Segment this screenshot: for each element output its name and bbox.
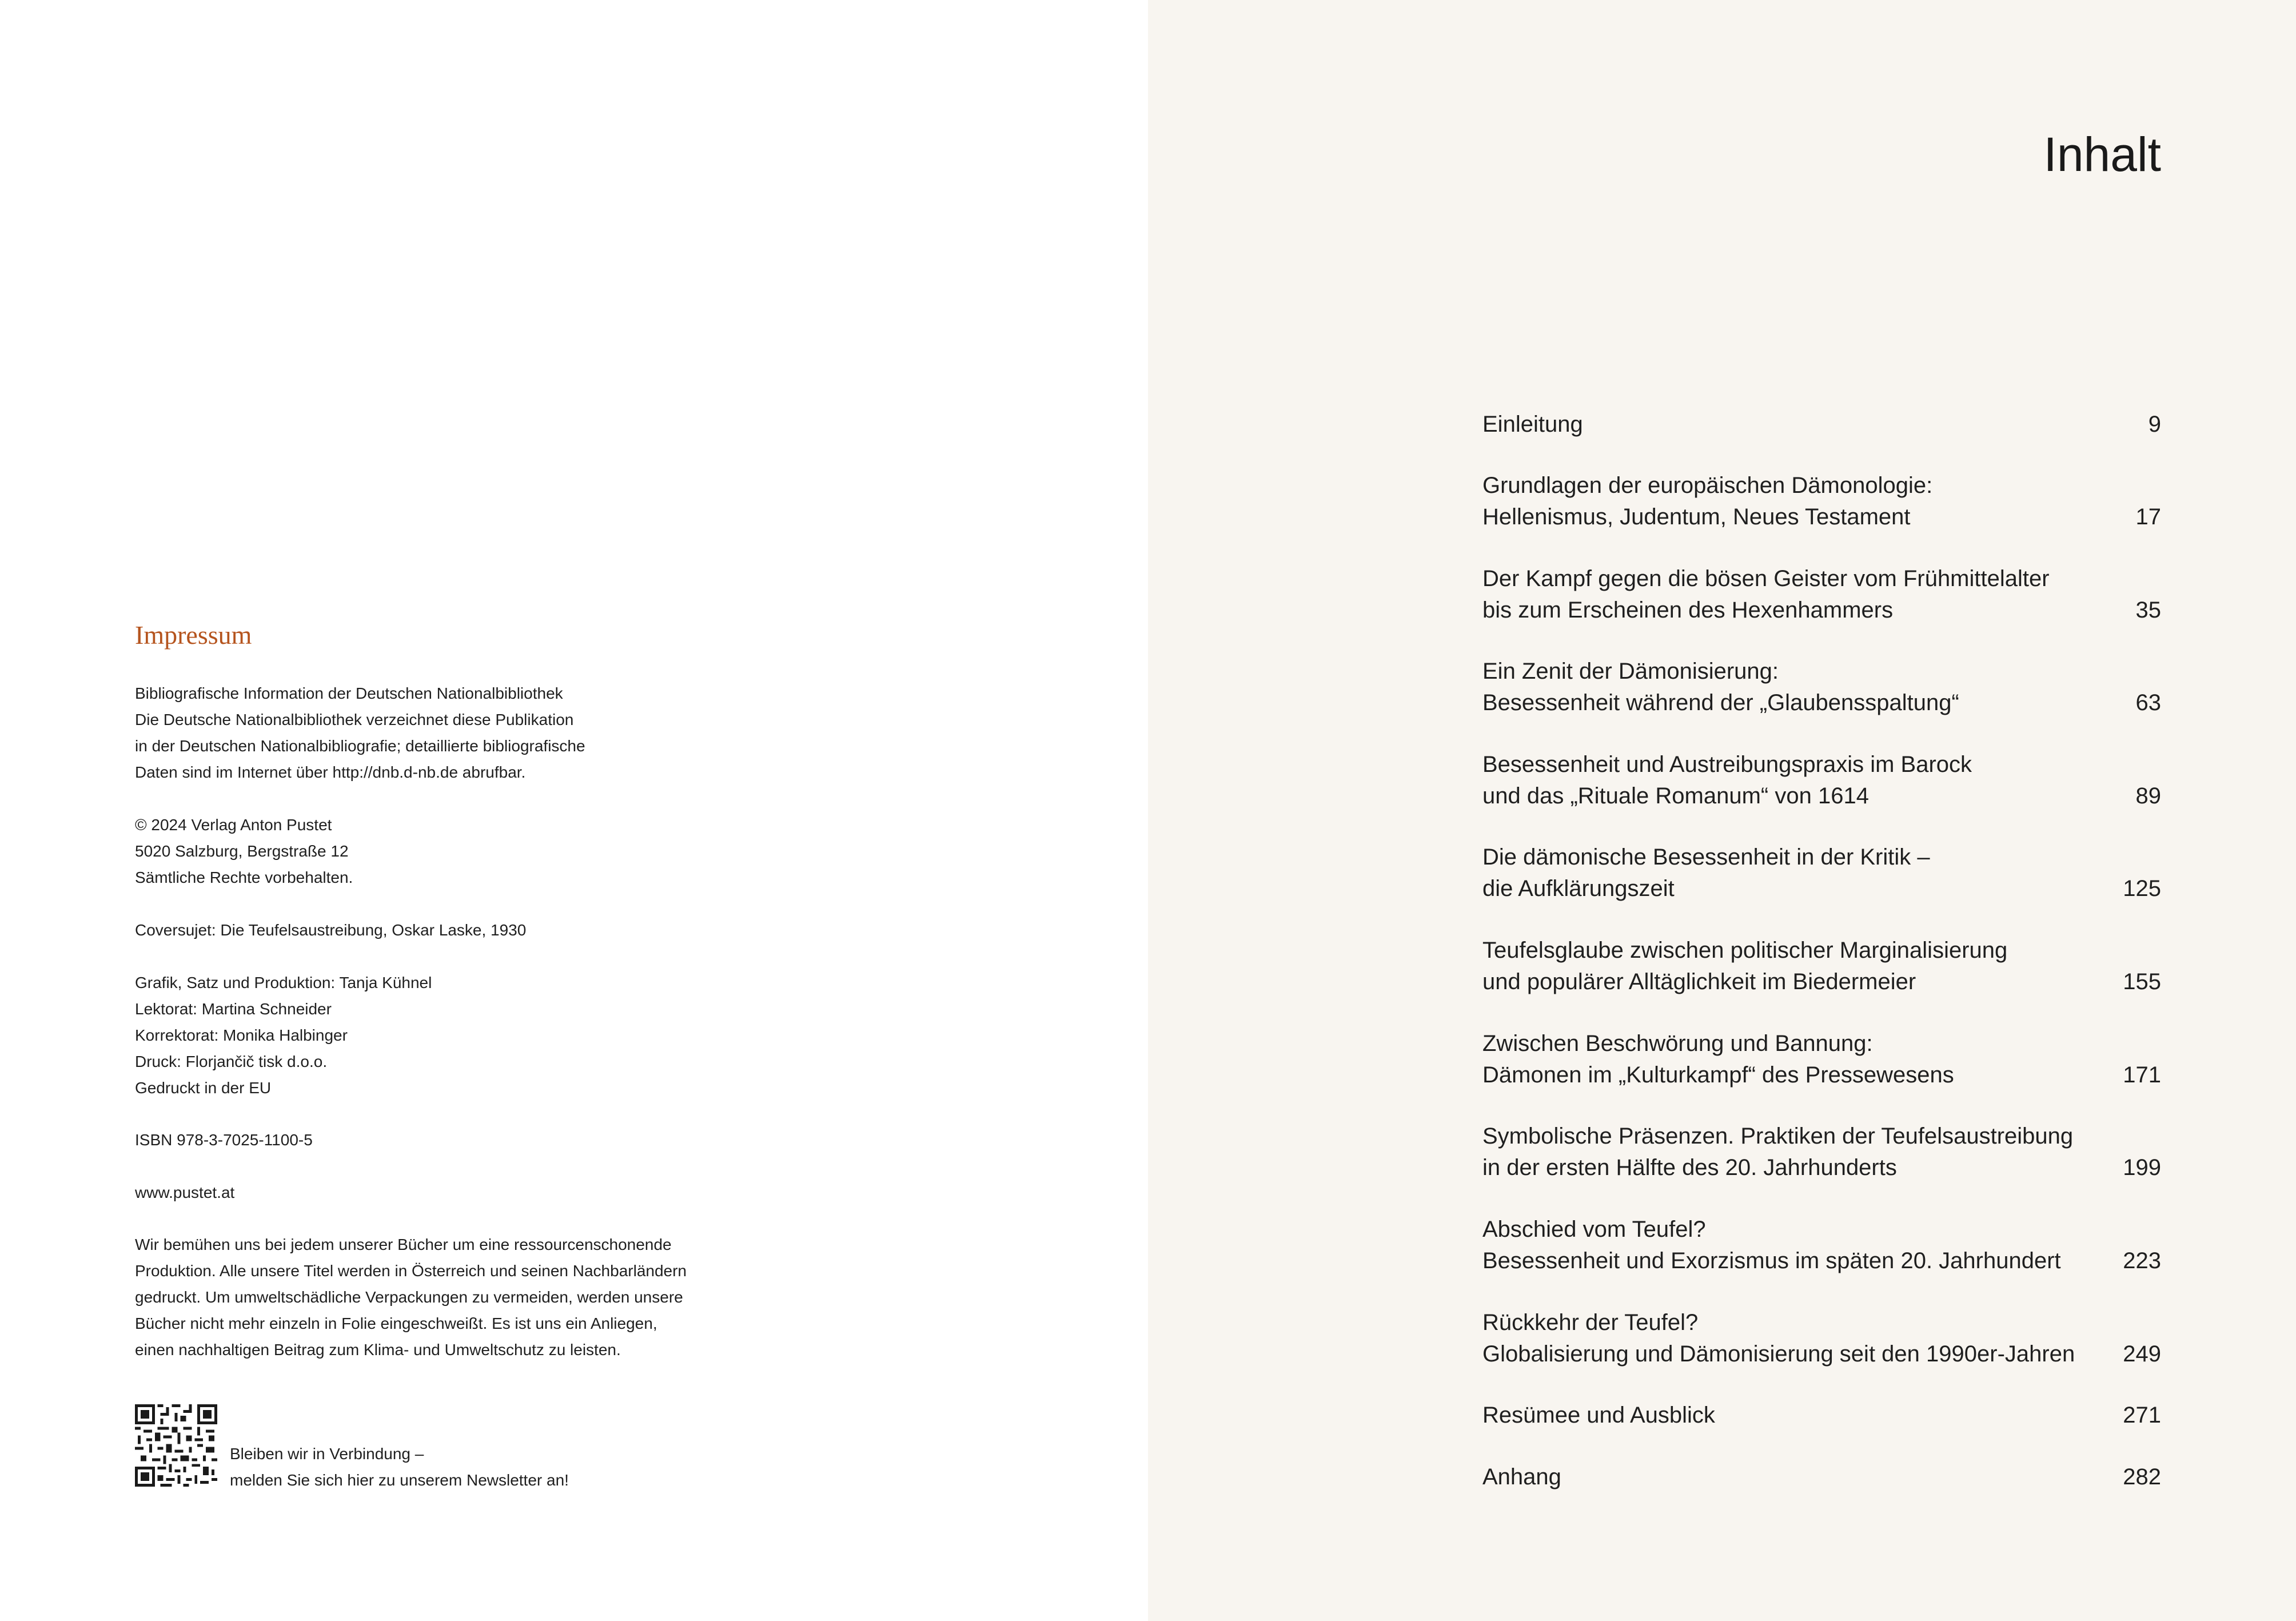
toc-entry-line: Ein Zenit der Dämonisierung: xyxy=(1482,659,1779,684)
toc-page-number: 17 xyxy=(2135,504,2161,529)
bibliographic-info xyxy=(135,680,707,786)
eco-line: Produktion. Alle unsere Titel werden in Österreich und seinen Nachbarländern xyxy=(135,1262,687,1280)
toc-entry-line: Zwischen Beschwörung und Bannung: xyxy=(1482,1031,1873,1056)
toc-entry[interactable] xyxy=(1482,1400,2161,1431)
toc-entry-line: die Aufklärungszeit xyxy=(1482,876,1675,901)
toc-entry-line: Rückkehr der Teufel? xyxy=(1482,1310,1699,1335)
cover-credit xyxy=(135,917,707,943)
toc-entry[interactable] xyxy=(1482,842,2161,905)
eco-line: Bücher nicht mehr einzeln in Folie eingeschweißt. Es ist uns ein Anliegen, xyxy=(135,1315,657,1332)
toc-entry[interactable] xyxy=(1482,749,2161,812)
toc-entry[interactable] xyxy=(1482,935,2161,998)
toc-entry[interactable] xyxy=(1482,1121,2161,1184)
toc-entry-line: bis zum Erscheinen des Hexenhammers xyxy=(1482,598,1894,623)
qr-code-icon[interactable] xyxy=(135,1404,217,1487)
website-link[interactable]: www.pustet.at xyxy=(135,1184,235,1201)
toc-page-number: 125 xyxy=(2123,876,2161,901)
isbn xyxy=(135,1127,707,1153)
toc-entry[interactable] xyxy=(1482,409,2161,440)
bib-line: Daten sind im Internet über http://dnb.d-nb.de abrufbar. xyxy=(135,763,526,781)
toc-page-number: 199 xyxy=(2123,1155,2161,1180)
website xyxy=(135,1180,707,1206)
cover-line: Coversujet: Die Teufelsaustreibung, Oskar Laske, 1930 xyxy=(135,921,527,939)
toc-entry-line: Anhang xyxy=(1482,1464,1561,1489)
newsletter-line: Bleiben wir in Verbindung – xyxy=(230,1445,424,1463)
toc-page-number: 171 xyxy=(2123,1062,2161,1088)
credit-line: Druck: Florjančič tisk d.o.o. xyxy=(135,1053,328,1070)
publisher-line: © 2024 Verlag Anton Pustet xyxy=(135,816,332,834)
toc-entry-line: Der Kampf gegen die bösen Geister vom Frühmittelalter xyxy=(1482,566,2050,591)
toc-entry[interactable] xyxy=(1482,1028,2161,1091)
publisher-line: 5020 Salzburg, Bergstraße 12 xyxy=(135,842,349,860)
toc-entry-line: und das „Rituale Romanum“ von 1614 xyxy=(1482,783,1869,808)
toc-entry-line: Teufelsglaube zwischen politischer Marginalisierung xyxy=(1482,938,2008,963)
toc-entry-line: Einleitung xyxy=(1482,412,1583,437)
credit-line: Grafik, Satz und Produktion: Tanja Kühnel xyxy=(135,974,432,991)
toc-entry[interactable] xyxy=(1482,1307,2161,1370)
toc-page-number: 9 xyxy=(2148,412,2161,437)
bib-line: in der Deutschen Nationalbibliografie; detaillierte bibliografische xyxy=(135,737,585,755)
toc-entry-line: Dämonen im „Kulturkampf“ des Pressewesens xyxy=(1482,1062,1954,1088)
toc-entry-line: Symbolische Präsenzen. Praktiken der Teufelsaustreibung xyxy=(1482,1124,2074,1149)
eco-statement xyxy=(135,1232,707,1363)
toc-entry-line: Die dämonische Besessenheit in der Kritik – xyxy=(1482,845,1930,870)
credit-line: Gedruckt in der EU xyxy=(135,1079,272,1097)
toc-page-number: 155 xyxy=(2123,969,2161,994)
toc-entry[interactable] xyxy=(1482,1214,2161,1277)
isbn-line: ISBN 978-3-7025-1100-5 xyxy=(135,1131,313,1149)
toc-entry-line: und populärer Alltäglichkeit im Biedermeier xyxy=(1482,969,1916,994)
toc-entry-line: in der ersten Hälfte des 20. Jahrhunderts xyxy=(1482,1155,1897,1180)
toc-entry[interactable] xyxy=(1482,656,2161,719)
credit-line: Lektorat: Martina Schneider xyxy=(135,1000,332,1018)
publisher-info xyxy=(135,812,707,891)
toc-page-number: 223 xyxy=(2123,1248,2161,1273)
toc-entry-line: Abschied vom Teufel? xyxy=(1482,1217,1706,1242)
toc-entry-line: Hellenismus, Judentum, Neues Testament xyxy=(1482,504,1911,529)
toc-page-number: 63 xyxy=(2135,690,2161,715)
eco-line: gedruckt. Um umweltschädliche Verpackungen zu vermeiden, werden unsere xyxy=(135,1288,683,1306)
impressum-title: Impressum xyxy=(135,620,252,650)
toc-entry-line: Besessenheit während der „Glaubensspaltung“ xyxy=(1482,690,1959,715)
toc-title: Inhalt xyxy=(2043,128,2161,181)
toc-page-number: 35 xyxy=(2135,598,2161,623)
eco-line: einen nachhaltigen Beitrag zum Klima- und Umweltschutz zu leisten. xyxy=(135,1341,621,1359)
bib-line: Die Deutsche Nationalbibliothek verzeichnet diese Publikation xyxy=(135,711,574,728)
production-credits xyxy=(135,970,707,1101)
toc-entry-line: Grundlagen der europäischen Dämonologie: xyxy=(1482,473,1933,498)
toc-entry-line: Resümee und Ausblick xyxy=(1482,1403,1715,1428)
credit-line: Korrektorat: Monika Halbinger xyxy=(135,1026,348,1044)
toc-page-number: 249 xyxy=(2123,1341,2161,1367)
toc-entry-line: Besessenheit und Austreibungspraxis im Barock xyxy=(1482,752,1972,777)
publisher-line: Sämtliche Rechte vorbehalten. xyxy=(135,869,353,886)
bib-line: Bibliografische Information der Deutschen Nationalbibliothek xyxy=(135,684,563,702)
newsletter-line: melden Sie sich hier zu unserem Newsletter an! xyxy=(230,1471,569,1489)
newsletter-text xyxy=(230,1441,569,1493)
toc-page-number: 89 xyxy=(2135,783,2161,808)
toc-page-number: 282 xyxy=(2123,1464,2161,1489)
toc-entry-line: Globalisierung und Dämonisierung seit den 1990er-Jahren xyxy=(1482,1341,2075,1367)
toc-page-number: 271 xyxy=(2123,1403,2161,1428)
toc-entry-line: Besessenheit und Exorzismus im späten 20. Jahrhundert xyxy=(1482,1248,2061,1273)
toc-entry[interactable] xyxy=(1482,1461,2161,1493)
eco-line: Wir bemühen uns bei jedem unserer Bücher um eine ressourcenschonende xyxy=(135,1236,672,1253)
toc-entry[interactable] xyxy=(1482,563,2161,626)
toc-entry[interactable] xyxy=(1482,470,2161,533)
